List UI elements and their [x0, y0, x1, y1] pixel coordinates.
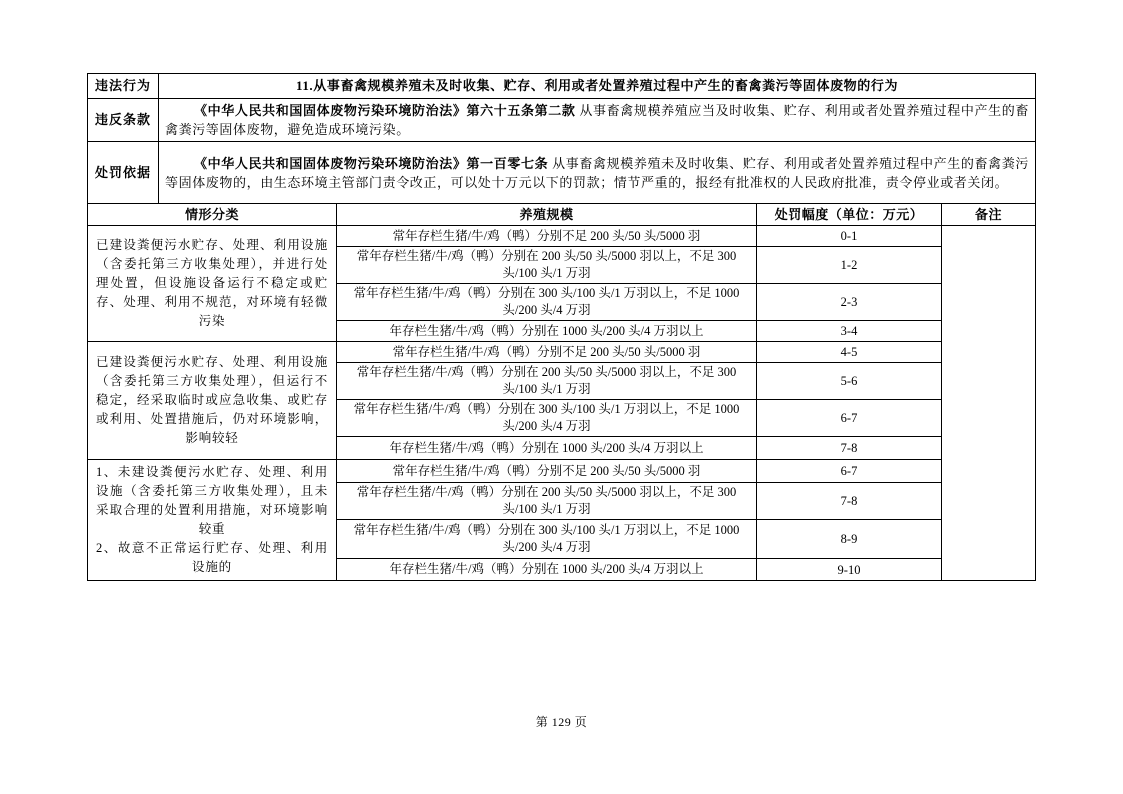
violated-clause-content [159, 99, 1036, 142]
penalty-range-cell: 7-8 [757, 483, 942, 520]
category-cell [88, 342, 337, 460]
penalty-range-cell: 1-2 [757, 247, 942, 284]
category-text: 已建设粪便污水贮存、处理、利用设施（含委托第三方收集处理），但运行不稳定，经采取临时或应急收集、或贮存或利用、处置措施后，仍对环境影响，影响较轻 [96, 355, 328, 445]
table-row [88, 460, 1036, 483]
scale-cell: 年存栏生猪/牛/鸡（鸭）分别在 1000 头/200 头/4 万羽以上 [337, 321, 757, 342]
penalty-range-cell: 4-5 [757, 342, 942, 363]
penalty-basis-row [88, 142, 1036, 204]
penalty-range-cell: 0-1 [757, 226, 942, 247]
scale-cell: 常年存栏生猪/牛/鸡（鸭）分别不足 200 头/50 头/5000 羽 [337, 460, 757, 483]
table-row [88, 226, 1036, 247]
violated-clause-text: 从事畜禽规模养殖应当及时收集、贮存、利用或者处置养殖过程中产生的畜禽粪污等固体废物，避免造成环境污染。 [165, 103, 1030, 137]
penalty-basis-content [159, 142, 1036, 204]
violation-title: 11.从事畜禽规模养殖未及时收集、贮存、利用或者处置养殖过程中产生的畜禽粪污等固体废物的行为 [159, 74, 1036, 99]
penalty-range-cell: 3-4 [757, 321, 942, 342]
violation-row [88, 74, 1036, 99]
remarks-cell [942, 226, 1036, 581]
penalty-range-cell: 6-7 [757, 460, 942, 483]
scale-cell: 年存栏生猪/牛/鸡（鸭）分别在 1000 头/200 头/4 万羽以上 [337, 559, 757, 581]
penalty-standard-table [87, 73, 1036, 581]
scale-cell: 常年存栏生猪/牛/鸡（鸭）分别在 200 头/50 头/5000 羽以上，不足 300 头/100 头/1 万羽 [337, 247, 757, 284]
table-row [88, 342, 1036, 363]
scale-cell: 常年存栏生猪/牛/鸡（鸭）分别在 200 头/50 头/5000 羽以上，不足 300 头/100 头/1 万羽 [337, 363, 757, 400]
category-cell [88, 460, 337, 581]
penalty-range-cell: 8-9 [757, 520, 942, 559]
header-category: 情形分类 [88, 204, 337, 226]
penalty-range-cell: 9-10 [757, 559, 942, 581]
table-header-row [88, 204, 1036, 226]
penalty-range-cell: 6-7 [757, 400, 942, 437]
header-scale: 养殖规模 [337, 204, 757, 226]
penalty-basis-text: 从事畜禽规模养殖未及时收集、贮存、利用或者处置养殖过程中产生的畜禽粪污等固体废物的，由生态环境主管部门责令改正，可以处十万元以下的罚款；情节严重的，报经有批准权的人民政府批准，责令停业或者关闭。 [165, 155, 1030, 190]
header-penalty-range: 处罚幅度（单位：万元） [757, 204, 942, 226]
penalty-basis-law-ref: 《中华人民共和国固体废物污染环境防治法》第一百零七条 [194, 155, 549, 171]
scale-cell: 常年存栏生猪/牛/鸡（鸭）分别在 300 头/100 头/1 万羽以上，不足 1000 头/200 头/4 万羽 [337, 520, 757, 559]
page-number: 第 129 页 [535, 715, 588, 729]
penalty-basis-label: 处罚依据 [88, 142, 159, 204]
penalty-range-cell: 2-3 [757, 284, 942, 321]
violation-label: 违法行为 [88, 74, 159, 99]
scale-cell: 常年存栏生猪/牛/鸡（鸭）分别不足 200 头/50 头/5000 羽 [337, 226, 757, 247]
violated-clause-row [88, 99, 1036, 142]
violated-clause-label: 违反条款 [88, 99, 159, 142]
category-text-item-2: 2、故意不正常运行贮存、处理、利用设施的 [96, 541, 328, 574]
category-cell [88, 226, 337, 342]
header-remarks: 备注 [942, 204, 1036, 226]
scale-cell: 常年存栏生猪/牛/鸡（鸭）分别不足 200 头/50 头/5000 羽 [337, 342, 757, 363]
category-text-item-1: 1、未建设粪便污水贮存、处理、利用设施（含委托第三方收集处理），且未采取合理的处置利用措施，对环境影响较重 [96, 465, 328, 536]
violated-clause-law-ref: 《中华人民共和国固体废物污染环境防治法》第六十五条第二款 [194, 103, 576, 118]
scale-cell: 年存栏生猪/牛/鸡（鸭）分别在 1000 头/200 头/4 万羽以上 [337, 437, 757, 460]
scale-cell: 常年存栏生猪/牛/鸡（鸭）分别在 300 头/100 头/1 万羽以上，不足 1000 头/200 头/4 万羽 [337, 284, 757, 321]
scale-cell: 常年存栏生猪/牛/鸡（鸭）分别在 200 头/50 头/5000 羽以上，不足 300 头/100 头/1 万羽 [337, 483, 757, 520]
category-text: 已建设粪便污水贮存、处理、利用设施（含委托第三方收集处理），并进行处理处置，但设施设备运行不稳定或贮存、处理、利用不规范，对环境有轻微污染 [96, 238, 328, 328]
scale-cell: 常年存栏生猪/牛/鸡（鸭）分别在 300 头/100 头/1 万羽以上，不足 1000 头/200 头/4 万羽 [337, 400, 757, 437]
penalty-range-cell: 5-6 [757, 363, 942, 400]
penalty-range-cell: 7-8 [757, 437, 942, 460]
